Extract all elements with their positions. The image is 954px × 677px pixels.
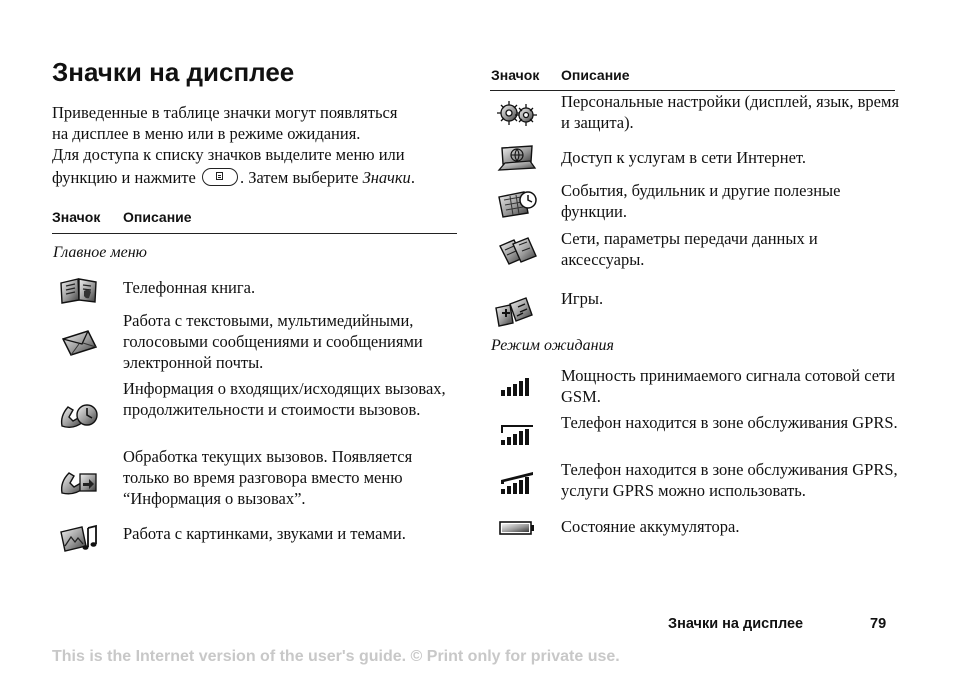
right-header-description: Описание [561,67,630,83]
intro-line-4-middle: . Затем выберите [239,168,363,187]
row-settings-text: Персональные настройки (дисплей, язык, время и защита). [561,92,900,132]
intro-line-4-end: . [410,168,415,187]
signal-strength-icon [500,377,534,397]
left-header-rule [52,233,457,234]
standby-section: Режим ожидания [491,337,614,354]
row-games-text: Игры. [561,289,604,308]
row-connectivity-text: Сети, параметры передачи данных и аксессуары. [561,229,818,269]
intro-line-2: на дисплее в меню или в режиме ожидания. [52,124,361,143]
intro-paragraph [52,102,462,188]
phonebook-icon [58,274,100,306]
gprs-coverage-icon [500,424,534,446]
internet-version-watermark: This is the Internet version of the user's guide. © Print only for private use. [52,648,620,665]
left-header-icon: Значок [52,209,101,225]
ongoing-call-icon [58,466,100,498]
row-internet-text: Доступ к услугам в сети Интернет. [561,148,807,167]
row-pictures-sounds-text: Работа с картинками, звуками и темами. [123,524,406,543]
page-title: Значки на дисплее [52,57,295,87]
intro-line-1: Приведенные в таблице значки могут появляться [52,103,398,122]
left-header-description: Описание [123,209,192,225]
intro-line-4-start: функцию и нажмите [52,168,200,187]
row-gprs-coverage-text: Телефон находится в зоне обслуживания GPRS. [561,413,898,432]
row-ongoing-call-text: Обработка текущих вызовов. Появляется только во время разговора вместо меню “Информация о вызовах”. [123,447,413,508]
intro-icons-menu-name: Значки [362,168,411,187]
row-battery-text: Состояние аккумулятора. [561,517,740,536]
row-gprs-available-text: Телефон находится в зоне обслуживания GPRS, услуги GPRS можно использовать. [561,460,898,500]
organizer-icon [496,188,538,220]
intro-line-3: Для доступа к списку значков выделите меню или [52,145,405,164]
gprs-available-icon [500,471,534,495]
row-messaging-text: Работа с текстовыми, мультимедийными, голосовыми сообщениями и сообщениями электронной почты. [123,311,423,372]
right-header-icon: Значок [491,67,540,83]
page-number: 79 [870,616,887,632]
row-call-info-text: Информация о входящих/исходящих вызовах, продолжительности и стоимости вызовов. [123,379,446,419]
row-phonebook-text: Телефонная книга. [123,278,256,297]
games-icon [494,296,536,328]
pictures-sounds-icon [58,522,100,554]
call-info-icon [58,400,100,432]
row-organizer-text: События, будильник и другие полезные функции. [561,181,841,221]
battery-icon [499,520,535,536]
footer-section-title: Значки на дисплее [668,616,804,632]
main-menu-section: Главное меню [53,244,147,261]
messaging-icon [58,327,100,359]
connectivity-icon [496,236,538,268]
row-signal-text: Мощность принимаемого сигнала сотовой сети GSM. [561,366,896,406]
internet-icon [496,142,538,174]
menu-key-icon [202,168,238,186]
settings-gears-icon [496,98,538,130]
